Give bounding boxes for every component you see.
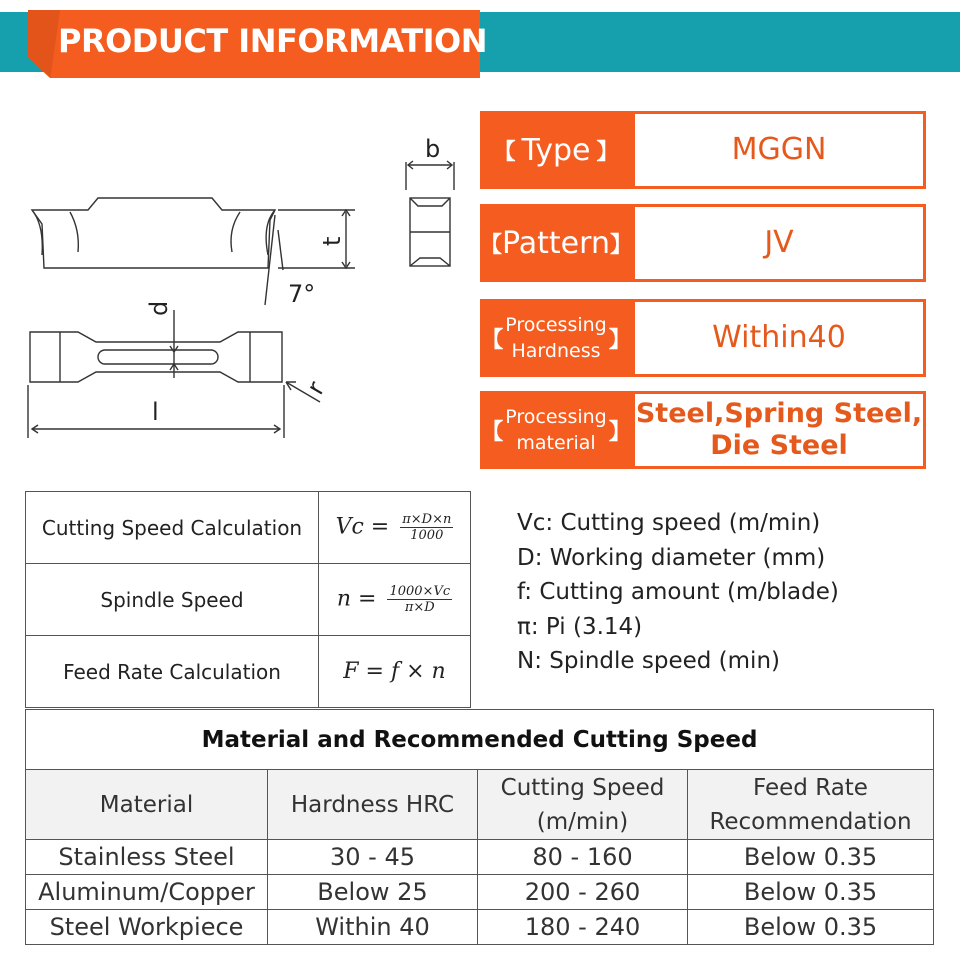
table-cell: Steel Workpiece <box>26 910 268 945</box>
spec-label-text: Type <box>521 132 591 168</box>
spec-value: Within40 <box>632 299 926 377</box>
page-title: PRODUCT INFORMATION <box>58 22 488 60</box>
formula-row <box>26 564 471 636</box>
label-r: r <box>301 376 331 400</box>
column-header: Hardness HRC <box>268 770 478 840</box>
column-header: Material <box>26 770 268 840</box>
legend-item: f: Cutting amount (m/blade) <box>517 579 839 605</box>
spec-value: MGGN <box>632 111 926 189</box>
table-cell: Below 0.35 <box>688 910 934 945</box>
material-table <box>25 709 934 945</box>
spec-label-text: Pattern <box>502 225 610 261</box>
table-cell: Aluminum/Copper <box>26 875 268 910</box>
formula-row <box>26 492 471 564</box>
table-row <box>26 910 934 945</box>
table-cell: 30 - 45 <box>268 840 478 875</box>
label-b: b <box>425 135 441 163</box>
insert-technical-drawing <box>0 120 470 460</box>
table-cell: 180 - 240 <box>478 910 688 945</box>
formula-expression: n = $\frac{1000\times Vc}{\pi\times D}$ <box>319 564 471 636</box>
label-l: l <box>152 398 159 426</box>
formula-table <box>25 491 471 708</box>
table-row <box>26 840 934 875</box>
spec-label: 【 Processing Hardness 】 <box>480 299 632 377</box>
label-d: d <box>145 300 173 316</box>
variable-legend <box>517 506 839 679</box>
spec-row-type <box>480 111 926 189</box>
table-cell: Below 0.35 <box>688 875 934 910</box>
table-cell: Below 25 <box>268 875 478 910</box>
spec-label: 【 Type 】 <box>480 111 632 189</box>
spec-value: Steel,Spring Steel, Die Steel <box>632 391 926 469</box>
formula-expression: Vc = $\frac{\pi\times D\times n}{1000}$ <box>319 492 471 564</box>
spec-value: JV <box>632 204 926 282</box>
formula-row <box>26 636 471 708</box>
spec-label-text: Processing Hardness <box>505 314 607 362</box>
legend-item: N: Spindle speed (min) <box>517 648 780 674</box>
table-cell: Below 0.35 <box>688 840 934 875</box>
formula-name: Cutting Speed Calculation <box>26 492 319 564</box>
table-cell: Stainless Steel <box>26 840 268 875</box>
insert-side-profile <box>32 198 275 268</box>
spec-row-hardness <box>480 299 926 377</box>
table-row <box>26 875 934 910</box>
formula-name: Feed Rate Calculation <box>26 636 319 708</box>
spec-row-pattern <box>480 204 926 282</box>
table-title: Material and Recommended Cutting Speed <box>26 710 934 770</box>
column-header: Cutting Speed (m/min) <box>478 770 688 840</box>
column-header: Feed Rate Recommendation <box>688 770 934 840</box>
table-cell: 80 - 160 <box>478 840 688 875</box>
insert-top-view <box>30 332 282 382</box>
formula-expression: F = f × n <box>319 636 471 708</box>
legend-item: π: Pi (3.14) <box>517 613 643 640</box>
table-cell: 200 - 260 <box>478 875 688 910</box>
table-cell: Within 40 <box>268 910 478 945</box>
formula-name: Spindle Speed <box>26 564 319 636</box>
spec-label: 【 Pattern 】 <box>480 204 632 282</box>
label-angle: 7° <box>288 280 316 308</box>
spec-label-text: Processing material <box>505 406 607 454</box>
spec-label: 【 Processing material 】 <box>480 391 632 469</box>
table-header-row <box>26 770 934 840</box>
spec-row-material <box>480 391 926 469</box>
label-t: t <box>318 236 346 246</box>
legend-item: Vc: Cutting speed (m/min) <box>517 510 821 536</box>
legend-item: D: Working diameter (mm) <box>517 544 826 571</box>
